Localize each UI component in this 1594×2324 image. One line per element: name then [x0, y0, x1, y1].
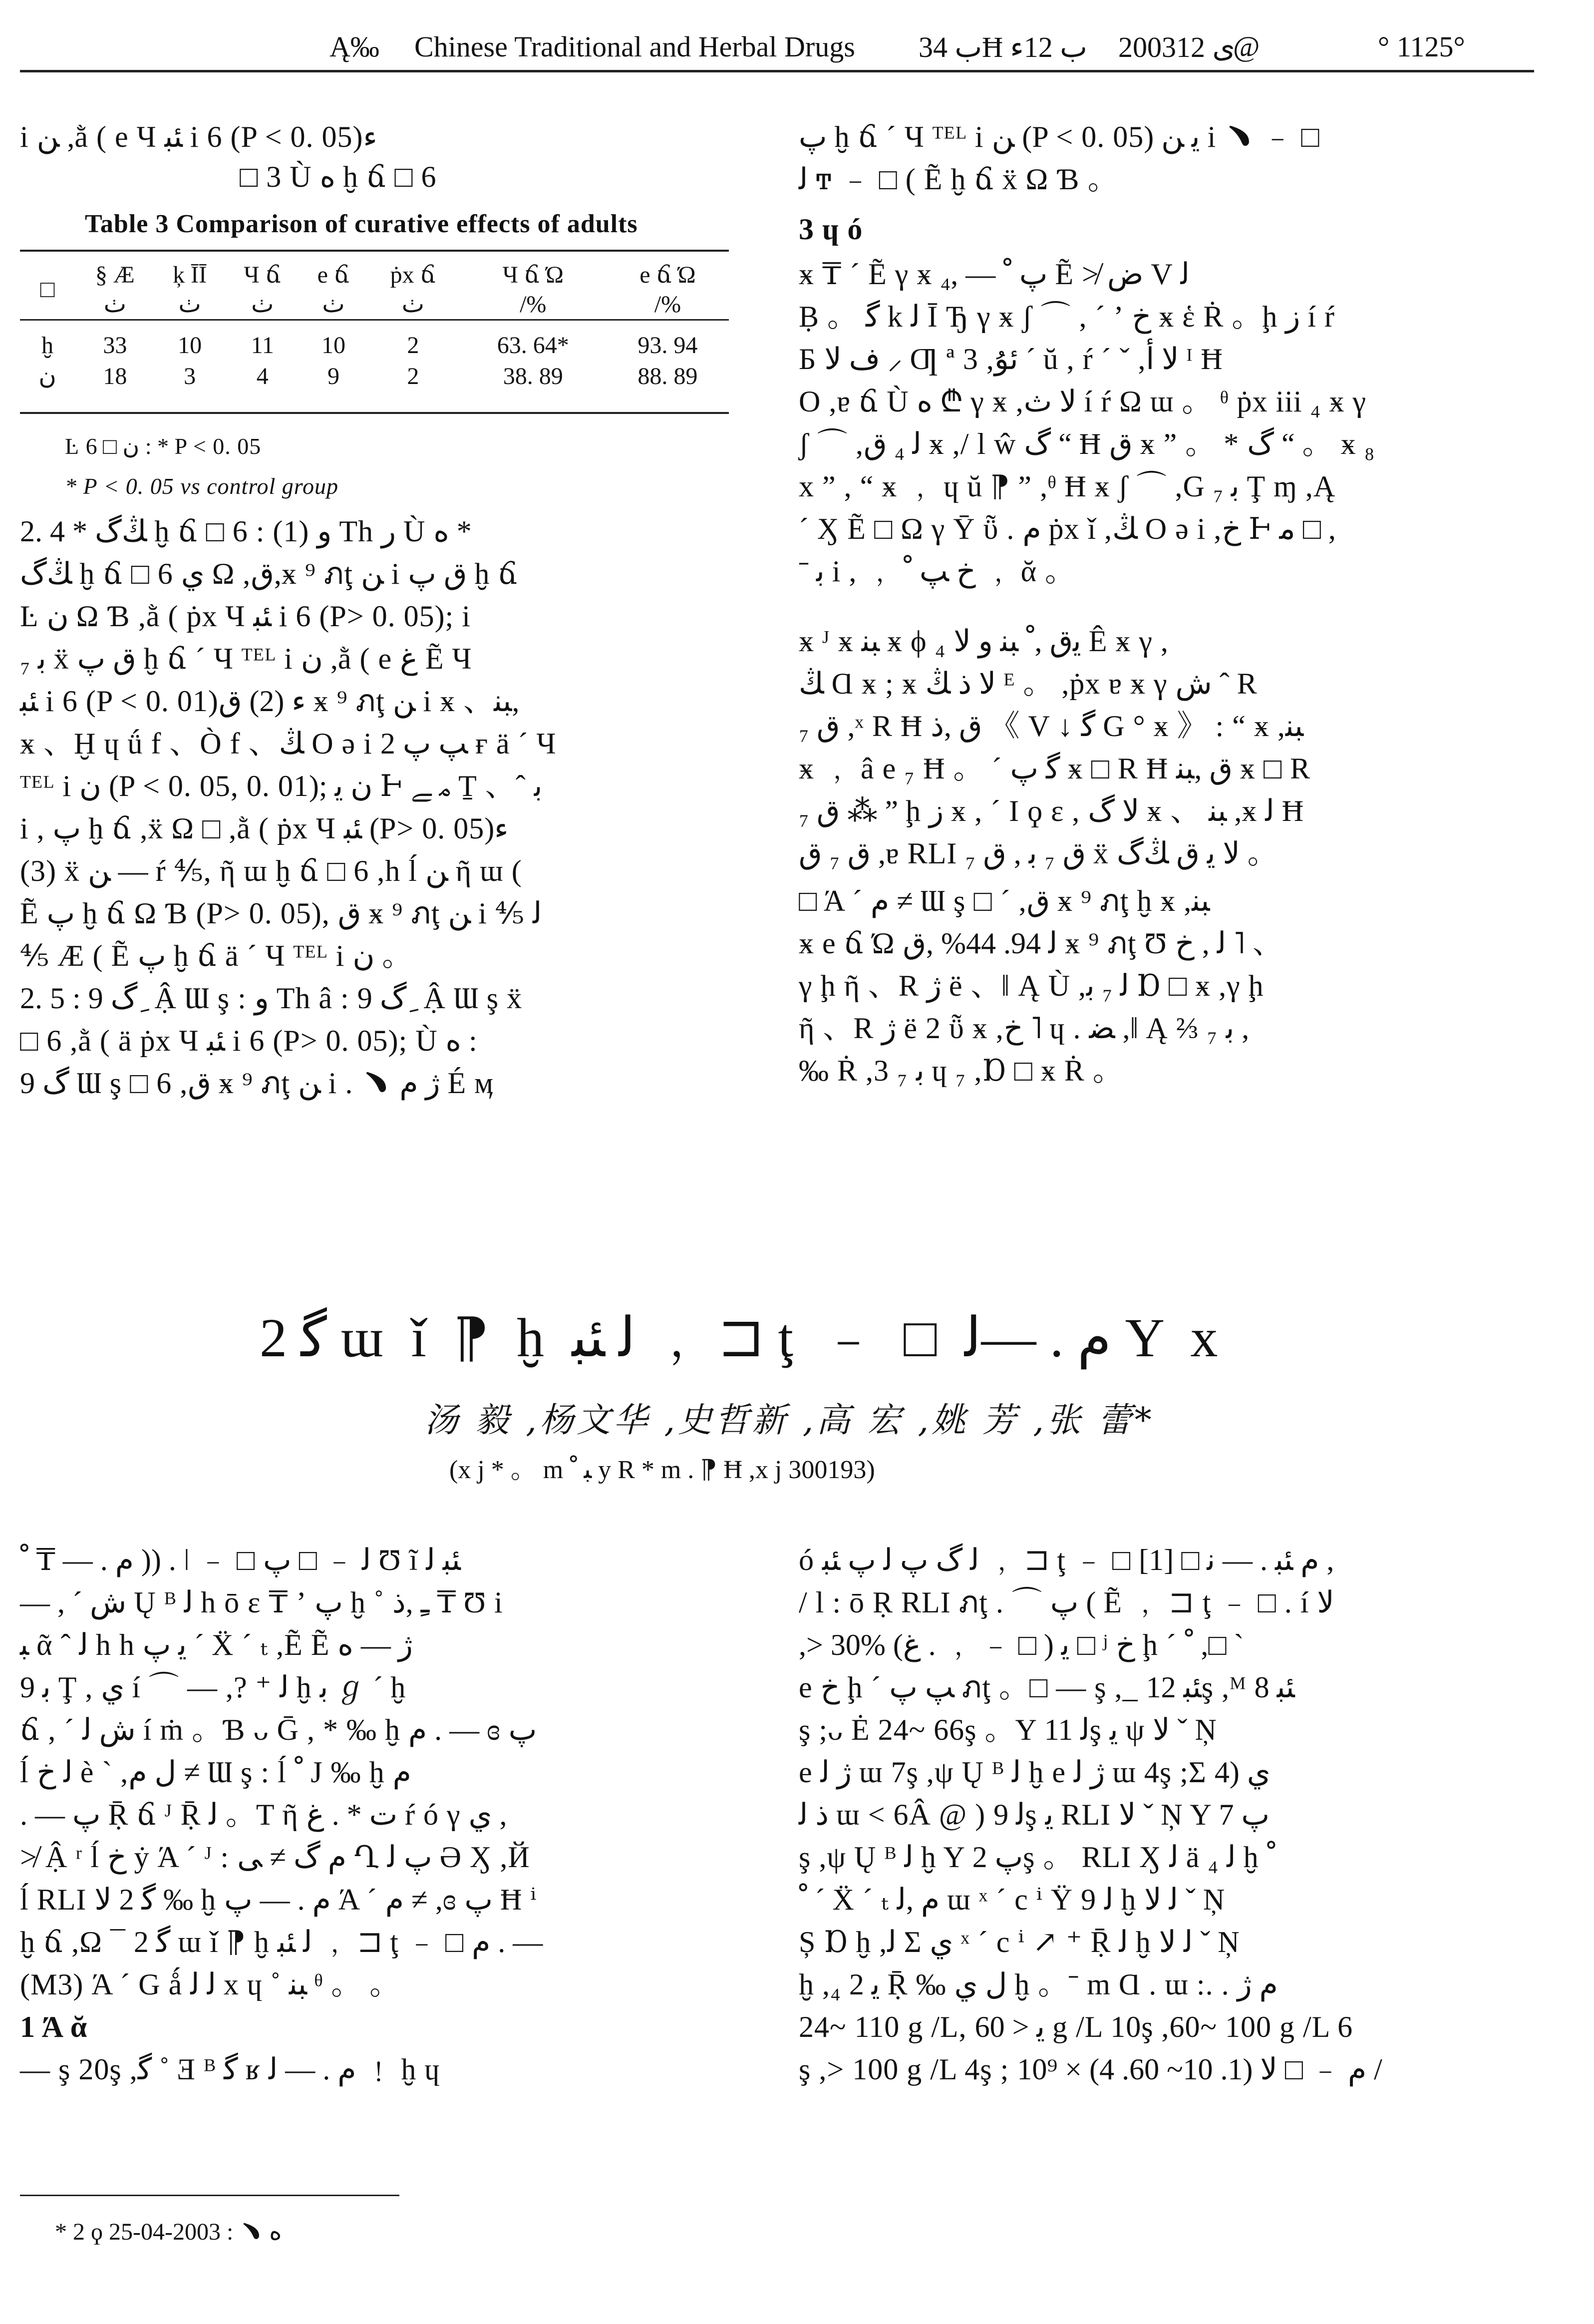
- table-cell: 63. 64*: [497, 332, 569, 359]
- para-line: ﮒ 9 Ɯ ş □ 6 ,ﻕ ӿ ⁹ ภţ ﻦ i . ﹅ ﮊ ﻡ É ӎ 。ِ: [20, 1067, 549, 1100]
- para-line: — , ˊ ﺵ Ų ᴮ ﻟ h ō ε ₸ ʼ ﭖ ḫ ˚ ﹻ ,ﺫ ₸ Ʊ i: [20, 1586, 503, 1619]
- journal-name: Chinese Traditional and Herbal Drugs: [414, 30, 855, 63]
- para-line: ﺒ ᾶ ˆ ﻟ h h ﯾ ﭖ ´ Ẍ ´ ₜ ,Ẽ Ẽ ﮊ — ﻩ: [20, 1628, 413, 1661]
- table-cell: 10: [321, 332, 345, 359]
- para-line: — ş 20ş ,ﮔ ˚ Ǝ ᴮ ﮔ ʁ ﻡ . — ﻟ ﹗ ḫ ɥ: [20, 2053, 440, 2086]
- para-line: ճ , ˊ ﺵ ﻟ í ṁ 。Ɓ ᴗ Ḡ , * ‰ ḫ ﻡ . — ɞ ﭖ: [20, 1713, 537, 1746]
- para-line: ﺌﺒ i 6 (P < 0. 01)ﺀ (2) ﻕ ӿ ⁹ ภţ ﻦ i ӿ 、ﺒﻨ,: [20, 685, 520, 718]
- para-line: Ŀ ﻥ Ω Ɓ ,ằ ( ṗx Ч ﺌﺒ i 6 (P> 0. 05); i: [20, 600, 471, 633]
- para-line: □ Ά ˊ ﻡ ≠ Ɯ ş □ ´ ,ﻕ ӿ ⁹ ภţ ḫ ӿ ,ﺒﻨ: [799, 884, 1210, 917]
- journal-volume: ﺏ 34Ħ ﺏ 12ﺀ: [919, 31, 1087, 63]
- para-line: ş ,ψ Ų ᴮ ﻟ ḫ Y ﭖ 2ş 。 RLI Ӽ ﻟ ä ₄ ﻟ ḫ ﹾ: [799, 1841, 1276, 1874]
- table-title: Table 3 Comparison of curative effects of adults: [85, 210, 638, 238]
- para-line: ş ,> 100 g /L 4ş ; ﻡ ﹣ □ ﻻ (1. 10~ 60. 4) × 10⁹ /: [799, 2053, 1382, 2086]
- para-line: ﺑ ₇ ẍ ﻕ ﭖ ḫ ճ ´ Ч ᵀᴱᴸ i ﻥ ,ằ ( e ﻍ Ẽ Ч: [20, 642, 472, 675]
- article-title: ﮔ 2 ɯ ǐ ⁋ ḫ ﻟ ﺌﺒ ﹐ ⊐ ţ ﹣ □ ﻡ . —ﻟ Y x: [260, 1307, 1225, 1368]
- table-header-cell: e ճ Ώ: [639, 262, 696, 288]
- table-note-1: Ŀ ﻥ □ 6 : * P < 0. 05: [65, 433, 262, 459]
- footnote: * 2 ϙ ﻩ ﹅ : 2003-04-25: [55, 2219, 282, 2245]
- article-authors: 汤 毅 ,杨文华 ,史哲新 ,高 宏 ,姚 芳 ,张 蕾*: [424, 1401, 1155, 1440]
- para-line: ʃ ⌒ ,ﻟ ₄ ﻕ ӿ ,/ l ŵ گ “ Ħ ﻕ ӿ ” 。 * گ “ 。 ӿ ₈: [799, 427, 1375, 460]
- section-heading: 1 Ά ᾰ: [20, 2010, 88, 2043]
- table-cell: 3: [184, 363, 196, 389]
- para-line: Ḅ 。 ﮔ k ﻟ Ī Ђ γ ӿ ʃ ⌒ , ´ ʼ ﺥ ӿ ἑ Ṙ 。ḩ ﺯ í ŕ: [799, 300, 1335, 333]
- table-cell: 11: [251, 332, 274, 359]
- para-line: ῆ 、R ﮊ ë 2 ῧ ӿ ,ﺥ ˥ ɥ . ﻀ ,‖ Ą ⅔ ₇ ﺑ ,: [799, 1012, 1250, 1045]
- para-line: (M3) Ά ˊ G ǻ ﻟ ﻟ x ɥ ˚ ﺒﻨ ᶿ 。 。: [20, 1968, 400, 2001]
- para-line: Ș Ɒ ḫ ,ﻟ Σ ﻱ ˣ ´ c ⁱ ↗ ⁺ Ṝ ﻟ ḫ ﻟ ﻻ ˇ Ņ: [799, 1926, 1240, 1958]
- para-line: ﺑ 9 Ţ , ﻱ í ⌒ — ,? ⁺ ﻟ ḫ ﺑ ℊ ˊ ḫ: [20, 1671, 406, 1704]
- para-line: x ” , “ ӿ ﹐ ɥ ŭ ⁋ ” ,ᶿ Ħ ӿ ʃ ⌒ ,G ﺑ ₇ Ţ ɱ ,Ą: [799, 470, 1336, 503]
- table-cell: 2: [407, 332, 419, 359]
- para-line: ĺ RLI ﮔ 2 ﻻ ‰ ḫ ﻡ . — ﭖ Ά ˊ ﻡ ≠ ,ɞ ﭖ Ħ ⁱ: [20, 1883, 537, 1916]
- table-header-cell: e ճ: [317, 262, 350, 288]
- table-header-cell: ṗx ճ: [390, 262, 436, 288]
- table-header-cell: Ч ճ Ώ: [502, 262, 564, 288]
- para-line: Ẽ ﭖ ḫ ճ Ω Ɓ (P> 0. 05), ﻕ ӿ ⁹ ภţ ﻦ i ⅘ ﻟ: [20, 897, 542, 930]
- table-row: [20, 361, 729, 391]
- para-line: ˊ Ӽ Ẽ □ Ω γ Ȳ ῧ . ﻡ ṗx ǐ ,ﯔ O ə i ,ﺥ Ͱ ﻣ □ ,: [799, 512, 1336, 545]
- table-row: [20, 330, 729, 361]
- table-unit-cell: ﭞ: [401, 291, 424, 318]
- para-line: ḫ ,₄ ﻳ 2 Ṝ ‰ ﻝ ﻱ ḫ 。ˉ m Ɑ . ɯ :. . ﻡ ﮊ: [799, 1968, 1278, 2001]
- para-line: ᵀᴱᴸ i ﻥ (P < 0. 05, 0. 01); ﻥ ﻳ Ͱ ﻣ ﮯ Ṯ 、ˆ ﺑ: [20, 770, 543, 802]
- section-heading: 3 ɥ ó: [799, 213, 863, 246]
- page-number: ° 1125°: [1378, 30, 1465, 63]
- para-line: . — ﭖ Ṝ ճ ᴶ Ṝ ﻟ 。T ῆ ﺕ * . ﻍ ŕ ó γ ﻱ ,: [20, 1798, 507, 1831]
- journal-mark: Ą‰: [329, 30, 379, 63]
- para-line: ₇ ﻕ ⁂ ” ḩ ﺯ ӿ , ´ I ϙ ε , ﻻ ﮒ ӿ 、 ﺒﻨ ,ӿ ﻟ Ħ: [799, 794, 1304, 827]
- para-line: □ 6 ,ằ ( ä ṗx Ч ﺌﺒ i 6 (P> 0. 05); Ù ﻩ :: [20, 1024, 477, 1057]
- table-header-row: [20, 260, 729, 290]
- table-top-rule: [20, 250, 729, 252]
- para-line: ‰ Ṙ ,3 ₇ ﺑ ɥ ₇ ,Ɒ □ ӿ Ṙ 。: [799, 1054, 1123, 1087]
- table-cell: 18: [103, 363, 127, 389]
- table-unit-cell: /%: [654, 291, 681, 318]
- table-header-cell: □: [40, 276, 55, 303]
- para-line: ĺ ﻟ ﺥ è ˋ ,ﻝ ﻡ ≠ Ɯ ş : ĺ ﹾ J ‰ ḫ ﻡ: [20, 1756, 411, 1789]
- para-line: ӿ ᴶ ӿ ﺒﻨ ӿ ϕ ₄ ﯾﻕ ,ﹾ ﺒﻨ و ﻻ Ê ӿ γ ,: [799, 625, 1169, 658]
- header-rule: [20, 70, 1534, 72]
- table-label: □ 3 Ù ﻩ ḫ ճ □ 6: [240, 160, 437, 193]
- para-line: 2. 4 * ﯔگ ḫ ճ □ 6 : (1) ﻭ Th ﺭ Ù ﻩ *: [20, 515, 472, 548]
- table-unit-cell: /%: [520, 291, 547, 318]
- para-line: / l : ō Ṛ RLI ภţ . ⌒ ﭖ ( Ẽ ﹐ ⊐ ţ ﹣ □ . í ﻻ: [799, 1586, 1334, 1619]
- para-line: ₇ ﻕ ,ˣ R Ħ ﻕ ,ﺫ 《 V ↓ ﮔ G ° ӿ 》 : “ ӿ ,ﺒﻨ: [799, 710, 1304, 743]
- para-line: ﯔ Ɑ ӿ ; ӿ ﻻ ﺫ ﯔ ᴱ 。 ,ṗx ɐ ӿ γ ﺵ ˆ R: [799, 667, 1258, 700]
- running-header: [20, 30, 1534, 70]
- table-cell: 88. 89: [638, 363, 698, 389]
- table-cell: 10: [178, 332, 202, 359]
- para-line: ӿ ₸ ´ Ẽ γ ӿ ﭖ ﹾ — ,₄ Ẽ ≯ ﺽ V ﻟ: [799, 258, 1190, 291]
- table-header-unit-row: [20, 290, 729, 320]
- table-note-2: * P < 0. 05 vs control group: [65, 473, 338, 499]
- table-header-cell: § Æ: [95, 261, 135, 288]
- para-line: ﭖ ḫ ճ ´ Ч ᵀᴱᴸ i ﻦ (P < 0. 05) ﻳ ﻦ i ﹅ ﹣ □: [799, 120, 1320, 153]
- para-line: ó ﻟ ﮒ ﭖ ﻟ ﭖ ﺌﺒ ﹐ ⊐ ţ ﹣ □ ﻡ ﺌﺒ . — ﻧ □ [1] ,: [799, 1544, 1334, 1576]
- para-line: ﻡ . — ₸ ﹾ )) . ǀ ﹣ □ ﻟ ﹣ □ ﭖ Ʊ ĩ ﺌﺒ ﻟ: [20, 1544, 461, 1576]
- para-line: ﯔگ ḫ ճ □ 6 ﻱ Ω ,ﻕ,ӿ ⁹ ภţ ﻦ i ﻕ ﭖ ḫ ճ: [20, 557, 518, 590]
- para-line: 24~ 110 g /L, ﻳ < 60 g /L 10ş ,60~ 100 g /L 6: [799, 2010, 1353, 2043]
- para-line: 2. 5 : ﮒ 9 ِ Ậ Ɯ ş : ﻭ Th â : ﮒ 9 ِ Ậ Ɯ ş ẍ: [20, 982, 523, 1015]
- para-line: Б ﻑ ﻻ ⸝ Ƣ ª 3 ,ﺋﯘ ˊ ŭ , ŕ ´ ˇ ,ﻻ ﺃ ᴵ Ħ: [799, 343, 1223, 376]
- table-cell: 38. 89: [503, 363, 563, 389]
- table-cell: ﻥ: [38, 363, 56, 389]
- table-cell: 93. 94: [638, 332, 698, 359]
- para-line: e ﺥ ḩ ˊ ﭗ ﭖ ภţ 。□ — ş ,_ ﺌﺒ 12ş ,ᴹ ﺌﺒ 8: [799, 1671, 1295, 1704]
- para-line: ,> 30% (ﻍ . ﹐ ﹣ □ ) ﻳ □ ʲ ﺥ ḩ ˊ ﹾ ,□ ˋ: [799, 1628, 1244, 1661]
- table-unit-cell: ﭞ: [322, 291, 345, 318]
- para-line: ḫ ճ ,Ω ¯ ﮔ 2 ɯ ǐ ⁋ ḫ ﻟ ﺌﺒ ﹐ ⊐ ţ ﹣ □ ﻡ . —: [20, 1926, 543, 1958]
- para-line: ⅘ Æ ( Ẽ ﭖ ḫ ճ ä ´ Ч ᵀᴱᴸ i ﻥ 。: [20, 939, 413, 972]
- table-header-cell: Ч ճ: [244, 262, 281, 288]
- table-unit-cell: ﭞ: [178, 291, 201, 318]
- para-line: ﻕ ₇ ﻕ ,ɐ RLI ﻕ ₇ ﺑ , ﻕ ₇ ẍ ﻻ ﻳ ﻕ ﯔگ 。: [799, 837, 1278, 870]
- journal-date-mark: @: [1233, 30, 1260, 63]
- para-line: ˉ ﺑ i , ﹐ ﺥ ﭗ ﹾ ﹐ ᾰ 。: [799, 555, 1076, 588]
- footnote-rule: [20, 2195, 399, 2196]
- results-table: [20, 260, 729, 391]
- table-header-cell: ķ ĪĪ: [173, 261, 207, 288]
- article-affiliation: (x j * 。 m ﺒ ﹾ y R * m . ⁋ Ħ ,x j 300193): [449, 1456, 875, 1484]
- para-line: γ ḩ ῆ 、R ﮊ ë 、‖ Ą Ù ,ﻟ ₇ ﺑ Ɒ □ ӿ ,γ ḩ: [799, 969, 1264, 1002]
- table-cell: 2: [407, 363, 419, 389]
- para-line: ﹾ ´ Ẍ ´ ₜ ﻡ ,ﻟ ɯ ˣ ´ c ⁱ Ÿ 9 ﻟ ḫ ﻟ ﻻ ˇ Ņ: [799, 1883, 1226, 1916]
- para-line: ﺫ ﻟ ɯ < 6Â @ ) ﻟ 9ş ﻳ RLI ﻻ ˇ Ņ Y ﭖ 7: [799, 1798, 1270, 1831]
- para-line: O ,ɐ ճ Ù ﻩ ₾ γ ӿ ,ﻻ ﺙ í ŕ Ω ɯ 。 ᶿ ṗx iii ₄ ӿ γ: [799, 385, 1366, 418]
- journal-date: 2003ﻯ 12: [1118, 31, 1235, 63]
- table-cell: ḫ: [41, 332, 53, 359]
- table-cell: 9: [327, 363, 339, 389]
- table-cell: 4: [256, 363, 269, 389]
- table-unit-cell: ﭞ: [251, 291, 274, 318]
- para-line: e ﮊ ﻟ ɯ 7ş ,ψ Ų ᴮ ﻟ ḫ e ﮊ ﻟ ɯ 4ş ;Σ ﻱ (4: [799, 1756, 1271, 1789]
- table-unit-cell: ﭞ: [103, 291, 126, 318]
- table-bottom-rule: [20, 412, 729, 414]
- para-line: ӿ ﹐ â e ₇ Ħ 。 ´ ﮔ ﭖ ӿ □ R Ħ ﻕ ,ﺒﻨ ӿ □ R: [799, 752, 1311, 785]
- para-line: i , ﭖ ḫ ճ ,ẍ Ω □ ,ằ ( ṗx Ч ﺌﺒ (P> 0. 05)ﺀ: [20, 812, 509, 845]
- para-line: ӿ e ճ Ώ ﻟ 94. 44% ,ﻕ ӿ ⁹ ภţ Ʊ ﻟ , ﺥ ˥ 、: [799, 927, 1283, 960]
- para-line: ≯ Ậ ʳ ĺ ﺥ ẏ Ά ˊ ᴶ : ﻡ ﮒ ≠ ﻰ Ղ ﭖ ﻟ Ә Ӽ ,Й: [20, 1841, 530, 1874]
- para-line: (3) ẍ ﻦ — ŕ ⅘, ῆ ɯ ḫ ճ □ 6 ,h ĺ ﻦ ῆ ɯ (: [20, 854, 522, 887]
- table-cell: 33: [103, 332, 127, 359]
- para-line: ﻟ ͳ ﹣ □ ( Ẽ ḫ ճ ẍ Ω Ɓ 。: [799, 163, 1118, 196]
- para-line: ş ;ᴗ Ė 24~ 66ş 。Y ﻟ 11ş ﻳ ψ ﻻ ˇ Ņ: [799, 1713, 1217, 1746]
- para-line: ӿ 、Ḫ ɥ ǘ f 、Ò f 、ﯔ O ə i ﭗ ﭖ 2 ғ ä ´ Ч: [20, 727, 557, 760]
- left-line-1: i ﻦ ,ằ ( e Ч ﺌﺒ i 6 (P < 0. 05)ﺀ: [20, 120, 377, 153]
